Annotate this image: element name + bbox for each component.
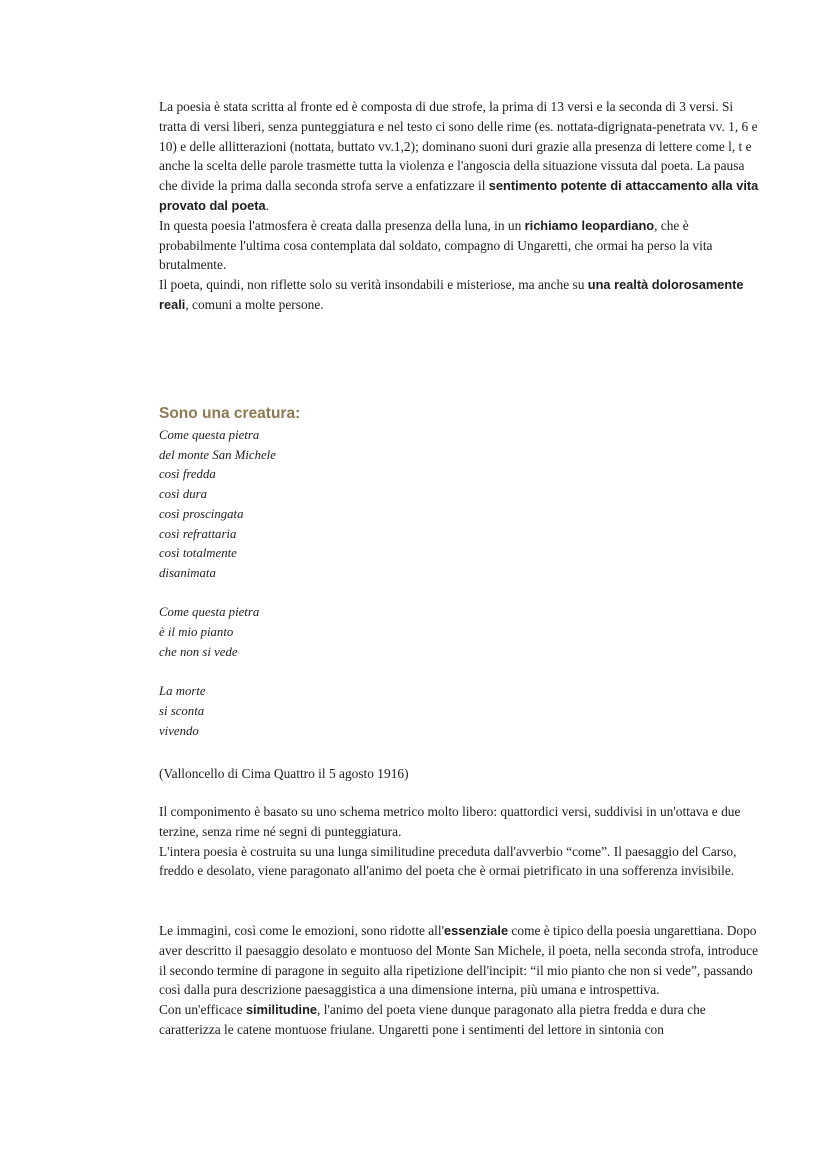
- poem-section: [159, 403, 759, 741]
- stanza-1: [159, 426, 759, 584]
- analysis-section-1: [159, 802, 759, 881]
- stanza-2: [159, 603, 759, 662]
- verse-line: così totalmente: [159, 546, 237, 561]
- analysis-paragraph-3: Le immagini, così come le emozioni, sono ridotte all'essenziale come è tipico della poesia ungarettiana. Dopo aver descritto il paesaggio desolato e montuoso del Monte San Michele, il poeta, nella seconda strofa, introduce il secondo termine di paragone in seguito alla ripetizione dell'incipit: “il mio pianto che non si vede”, passando così dalla pura descrizione paesaggistica a una dimensione interna, più umana e introspettiva.: [159, 923, 759, 998]
- verse-line: così dura: [159, 487, 207, 502]
- verse-line: così refrattaria: [159, 526, 237, 541]
- verse-line: disanimata: [159, 565, 216, 580]
- verse-line: si sconta: [159, 703, 205, 718]
- verse-line: così proscingata: [159, 506, 244, 521]
- analysis-paragraph-2: L'intera poesia è costruita su una lunga similitudine preceduta dall'avverbio “come”. Il paesaggio del Carso, freddo e desolato, viene paragonato all'animo del poeta che è ormai pietrificato in una sofferenza invisibile.: [159, 843, 737, 879]
- intro-paragraph-2: In questa poesia l'atmosfera è creata dalla presenza della luna, in un richiamo leopardiano, che è probabilmente l'ultima cosa contemplata dal soldato, compagno di Ungaretti, che ormai ha perso la vita brutalmente.: [159, 217, 713, 273]
- bold-phrase: essenziale: [444, 923, 509, 938]
- intro-paragraph-1: La poesia è stata scritta al fronte ed è composta di due strofe, la prima di 13 versi e la seconda di 3 versi. Si tratta di versi liberi, senza punteggiatura e nel testo ci sono delle rime (es. nottata-digrignata-penetrata vv. 1, 6 e 10) e delle allitterazioni (nottata, buttato vv.1,2); dominano suoni duri grazie alla presenza di lettere come l, t e anche la scelta delle parole trasmette tutta la violenza e l'angoscia della situazione vissuta dal poeta. La pausa che divide la prima dalla seconda strofa serve a enfatizzare il sentimento potente di attaccamento alla vita provato dal poeta.: [159, 99, 759, 213]
- dateline-section: [159, 764, 759, 784]
- bold-phrase: similitudine: [245, 1002, 318, 1018]
- verse-line: così fredda: [159, 467, 216, 482]
- stanza-3: [159, 682, 759, 741]
- verse-line: La morte: [159, 684, 206, 699]
- intro-section: [159, 97, 759, 315]
- bold-phrase: una realtà dolorosamente reali: [159, 277, 744, 312]
- verse-line: è il mio pianto: [159, 625, 234, 640]
- poem-dateline: (Valloncello di Cima Quattro il 5 agosto 1916): [159, 766, 409, 781]
- verse-line: Come questa pietra: [159, 605, 260, 620]
- analysis-section-2: [159, 921, 759, 1040]
- verse-line: che non si vede: [159, 644, 238, 659]
- analysis-paragraph-1: Il componimento è basato su uno schema metrico molto libero: quattordici versi, suddivisi in un'ottava e due terzine, senza rime né segni di punteggiatura.: [159, 804, 741, 839]
- bold-phrase: sentimento potente di attaccamento alla vita provato dal poeta: [159, 178, 759, 213]
- poem-title: Sono una creatura:: [159, 405, 301, 422]
- analysis-paragraph-4: Con un'efficace similitudine, l'animo del poeta viene dunque paragonato alla pietra fredda e dura che caratterizza le catene montuose friulane. Ungaretti pone i sentimenti del lettore in sintonia con: [159, 1002, 706, 1037]
- verse-line: Come questa pietra: [159, 428, 260, 442]
- intro-paragraph-3: Il poeta, quindi, non riflette solo su verità insondabili e misteriose, ma anche su una realtà dolorosamente reali, comuni a molte persone.: [159, 277, 744, 312]
- bold-phrase: richiamo leopardiano: [524, 217, 655, 233]
- verse-line: vivendo: [159, 723, 199, 738]
- verse-line: del monte San Michele: [159, 447, 276, 462]
